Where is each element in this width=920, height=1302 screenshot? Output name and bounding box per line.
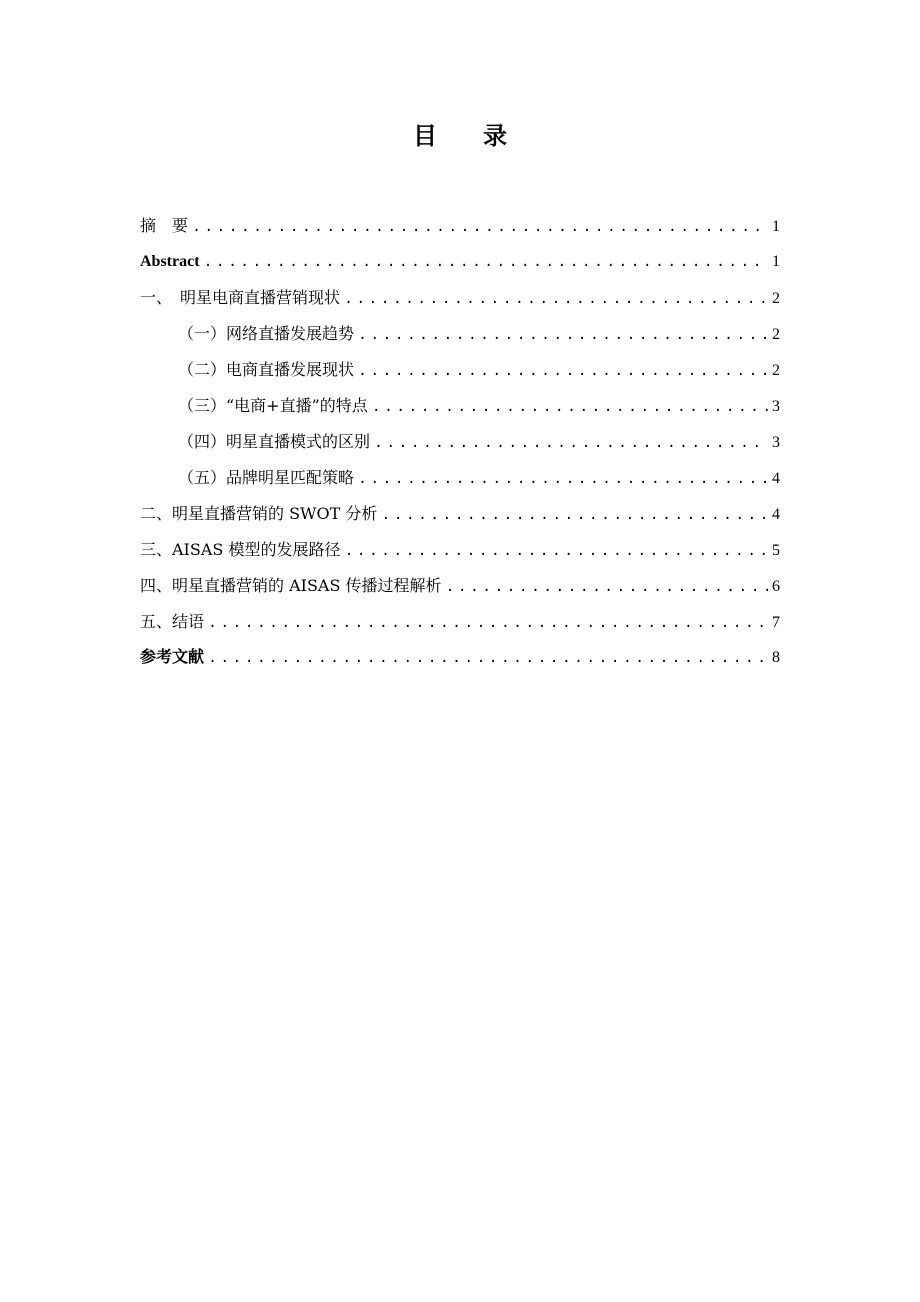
toc-entry-label: 五、结语 [140,612,205,631]
toc-entry-page-number: 5 [772,542,780,559]
toc-entry[interactable] [140,388,780,424]
toc-entry-page-number: 1 [772,218,780,235]
toc-entry-label: （四）明星直播模式的区别 [178,432,371,451]
toc-entry[interactable] [140,640,780,676]
toc-entry-label: 四、明星直播营销的 AISAS 传播过程解析 [140,576,442,595]
toc-entry-label: 二、明星直播营销的 SWOT 分析 [140,504,378,523]
toc-dot-leader [204,245,768,281]
toc-dot-leader [358,318,768,354]
toc-dot-leader [208,641,768,677]
toc-entry-page-number: 6 [772,578,780,595]
toc-dot-leader [358,462,768,498]
toc-entry[interactable] [140,244,780,280]
toc-entry[interactable] [140,460,780,496]
toc-dot-leader [208,606,768,642]
toc-entry-label: （二）电商直播发展现状 [178,360,355,379]
toc-entry-page-number: 2 [772,290,780,307]
toc-entry-page-number: 7 [772,614,780,631]
toc-dot-leader [374,426,768,462]
toc-entry-label: 一、 明星电商直播营销现状 [140,288,341,307]
toc-entry-page-number: 3 [772,398,780,415]
toc-dot-leader [344,534,768,570]
toc-dot-leader [446,570,768,606]
toc-entry[interactable] [140,280,780,316]
toc-entry-page-number: 2 [772,326,780,343]
toc-entry-page-number: 3 [772,434,780,451]
toc-dot-leader [358,354,768,390]
toc-entry-page-number: 1 [772,253,780,270]
toc-entry-page-number: 8 [772,649,780,666]
toc-entry-page-number: 4 [772,470,780,487]
toc-entry[interactable] [140,604,780,640]
toc-entry-label: Abstract [140,253,200,270]
toc-dot-leader [344,282,768,318]
toc-title-char-1: 目 [413,121,437,150]
toc-entry-label: 摘 要 [140,216,189,235]
toc-entry-page-number: 4 [772,506,780,523]
toc-entry[interactable] [140,316,780,352]
toc-entry-label: 三、AISAS 模型的发展路径 [140,540,341,559]
toc-entry[interactable] [140,568,780,604]
toc-entry[interactable] [140,532,780,568]
toc-entry-label: （五）品牌明星匹配策略 [178,468,355,487]
toc-entry[interactable] [140,496,780,532]
toc-entry-label: （三）“电商+直播”的特点 [178,396,368,415]
toc-entry-label: （一）网络直播发展趋势 [178,324,355,343]
toc-title [0,118,920,154]
table-of-contents [140,208,780,676]
toc-entry-page-number: 2 [772,362,780,379]
toc-title-char-2: 录 [483,121,507,150]
toc-entry[interactable] [140,424,780,460]
toc-dot-leader [372,390,768,426]
toc-entry[interactable] [140,352,780,388]
toc-dot-leader [192,210,768,246]
toc-entry[interactable] [140,208,780,244]
toc-dot-leader [381,498,768,534]
toc-entry-label: 参考文献 [140,649,205,666]
